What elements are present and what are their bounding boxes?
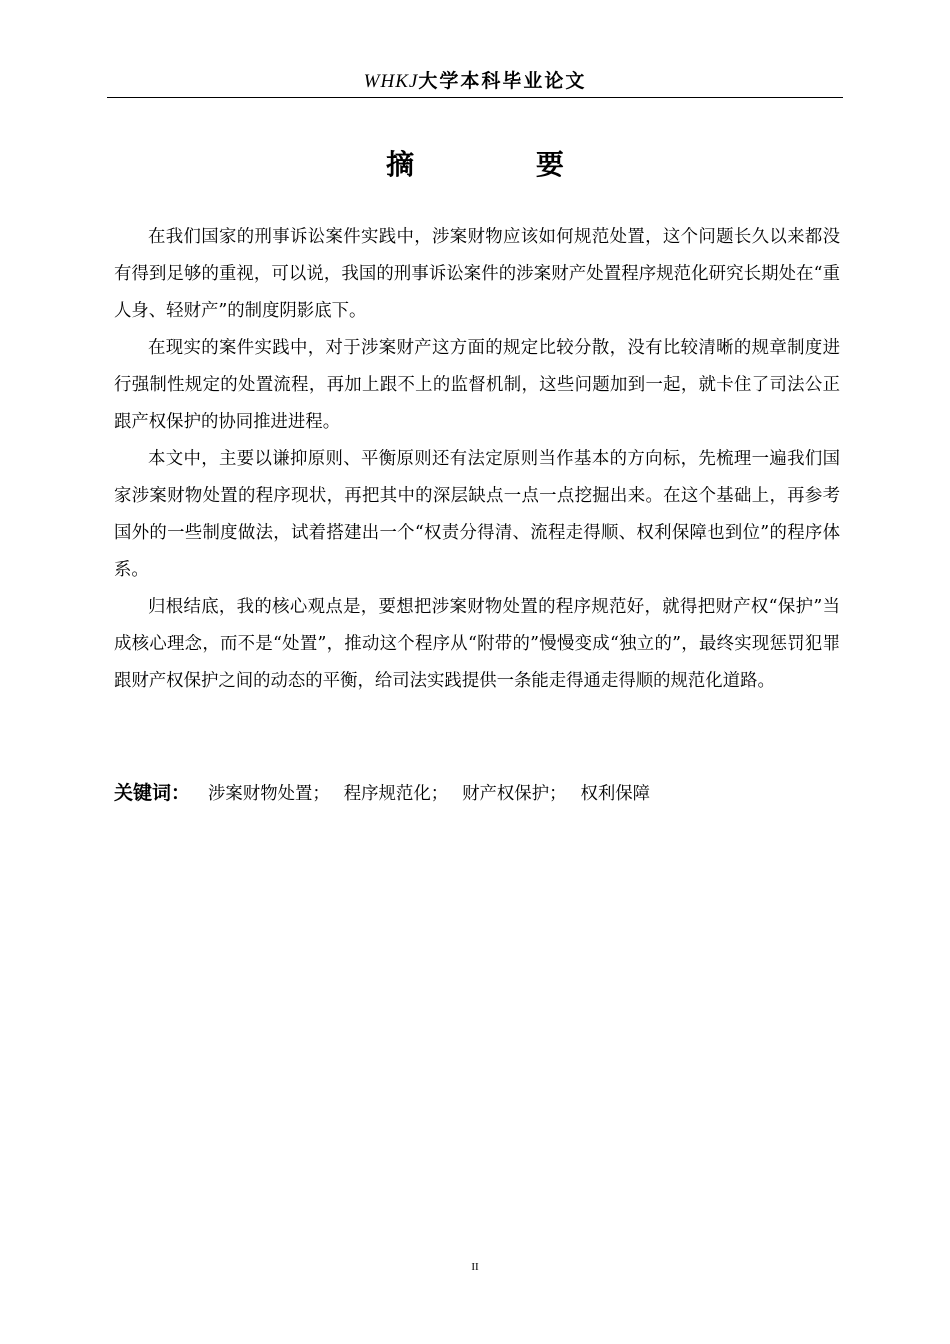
abstract-paragraph: 归根结底，我的核心观点是，要想把涉案财物处置的程序规范好，就得把财产权“保护”当成核心理念，而不是“处置”，推动这个程序从“附带的”慢慢变成“独立的”，最终实现惩罚犯罪跟财产权保护之间的动态的平衡，给司法实践提供一条能走得通走得顺的规范化道路。 [114,597,840,691]
header-school-abbrev: WHKJ [363,71,419,92]
header-rule [107,97,843,98]
page-header [107,68,843,95]
abstract-title: 摘 要 [386,148,620,181]
abstract-paragraph: 本文中，主要以谦抑原则、平衡原则还有法定原则当作基本的方向标，先梳理一遍我们国家涉案财物处置的程序现状，再把其中的深层缺点一点一点挖掘出来。在这个基础上，再参考国外的一些制度做法，试着搭建出一个“权责分得清、流程走得顺、权利保障也到位”的程序体系。 [114,449,840,580]
header-thesis-title: 大学本科毕业论文 [418,70,587,92]
keywords-line [114,776,840,811]
keyword-item: 程序规范化； [343,784,449,804]
abstract-paragraph: 在我们国家的刑事诉讼案件实践中，涉案财物应该如何规范处置，这个问题长久以来都没有得到足够的重视，可以说，我国的刑事诉讼案件的涉案财产处置程序规范化研究长期处在“重人身、轻财产”的制度阴影底下。 [114,227,840,321]
abstract-paragraph: 在现实的案件实践中，对于涉案财产这方面的规定比较分散，没有比较清晰的规章制度进行强制性规定的处置流程，再加上跟不上的监督机制，这些问题加到一起，就卡住了司法公正跟产权保护的协同推进进程。 [114,338,840,432]
keyword-item: 权利保障 [580,784,651,804]
keywords-label: 关键词： [114,782,191,804]
keyword-item: 财产权保护； [462,784,567,804]
abstract-body [114,219,840,700]
keyword-item: 涉案财物处置； [208,784,330,804]
page-number: II [471,1261,479,1273]
